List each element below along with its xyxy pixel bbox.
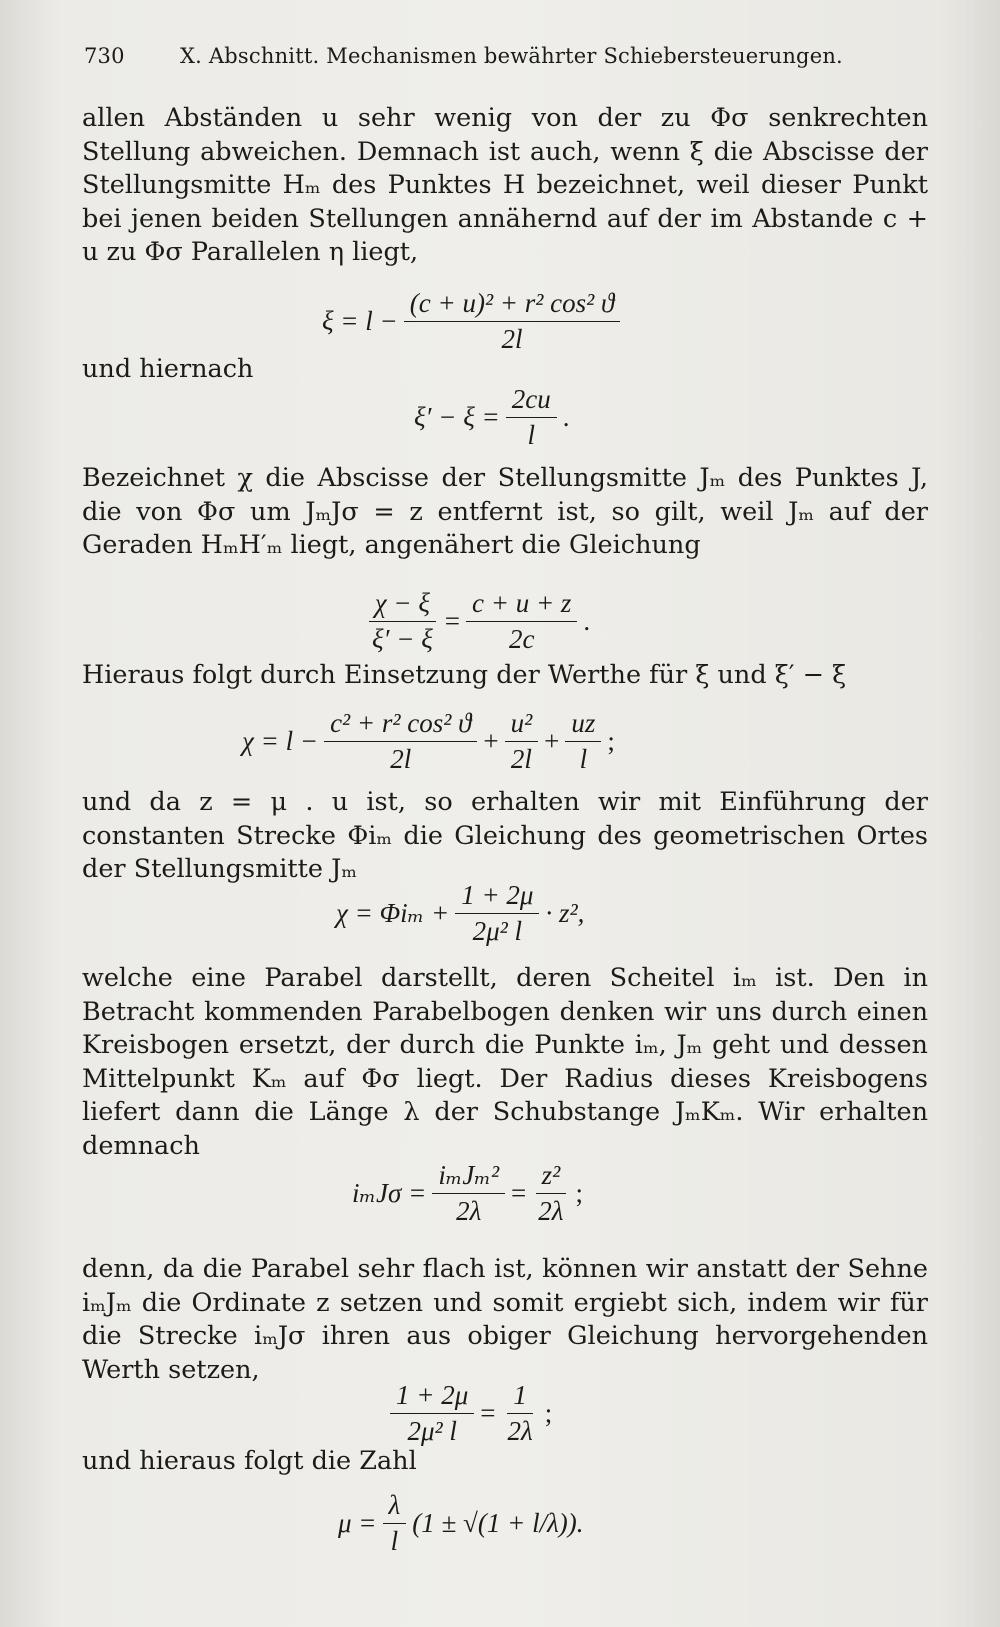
eq4-fraction-1 xyxy=(324,708,477,775)
eq5-lhs: χ = Φiₘ + xyxy=(336,898,450,928)
equation-chi-ratio xyxy=(360,588,590,655)
equation-radius xyxy=(384,1380,552,1447)
eq3-fraction-left xyxy=(366,588,439,655)
paragraph-4: Hieraus folgt durch Einsetzung der Werthe für ξ und ξ′ − ξ xyxy=(82,660,847,690)
eq5-fraction xyxy=(455,880,539,947)
eq8-numerator: λ xyxy=(383,1490,407,1524)
eq4-plus-1: + xyxy=(483,726,499,756)
eq1-numerator: (c + u)² + r² cos² ϑ xyxy=(404,288,620,322)
eq5-numerator: 1 + 2μ xyxy=(455,880,539,914)
paragraph-8: und hieraus folgt die Zahl xyxy=(82,1446,417,1476)
eq4-lhs: χ = l − xyxy=(242,726,319,756)
eq2-tail: . xyxy=(562,402,570,432)
eq6-lhs: iₘJσ = xyxy=(352,1178,427,1208)
eq1-denominator: 2l xyxy=(501,324,523,354)
eq3-tail: . xyxy=(583,606,591,636)
equation-chi-expanded xyxy=(242,708,615,775)
eq6-numerator-right: z² xyxy=(536,1160,567,1194)
eq4-plus-2: + xyxy=(544,726,560,756)
eq2-lhs: ξ′ − ξ = xyxy=(414,402,500,432)
equation-mu xyxy=(338,1490,584,1557)
eq6-denominator-left: 2λ xyxy=(456,1196,482,1226)
eq2-denominator: l xyxy=(527,420,535,450)
eq3-numerator-right: c + u + z xyxy=(466,588,577,622)
equation-xi xyxy=(322,288,626,355)
eq6-numerator-left: iₘJₘ² xyxy=(432,1160,505,1194)
eq3-denominator-left: ξ′ − ξ xyxy=(372,624,433,654)
paragraph-7: denn, da die Parabel sehr flach ist, können wir anstatt der Sehne iₘJₘ die Ordinate z setzen und somit ergiebt sich, indem wir für die Strecke iₘJσ ihren aus obiger Gleichung hervorgehenden Werth setzen, xyxy=(82,1254,928,1385)
eq2-numerator: 2cu xyxy=(506,384,557,418)
eq4-denominator-2: 2l xyxy=(510,744,532,774)
eq7-denominator-left: 2μ² l xyxy=(407,1416,457,1446)
eq7-tail: ; xyxy=(544,1398,553,1428)
eq7-fraction-right xyxy=(502,1380,539,1447)
eq7-denominator-right: 2λ xyxy=(507,1416,533,1446)
eq4-numerator-1: c² + r² cos² ϑ xyxy=(324,708,477,742)
eq3-fraction-right xyxy=(466,588,577,655)
running-header xyxy=(84,44,924,68)
eq7-fraction-left xyxy=(390,1380,474,1447)
eq4-denominator-1: 2l xyxy=(390,744,412,774)
eq8-denominator: l xyxy=(390,1526,399,1556)
eq4-numerator-2: u² xyxy=(505,708,539,742)
equation-chord xyxy=(352,1160,583,1227)
eq4-numerator-3: uz xyxy=(565,708,601,742)
eq6-fraction-left xyxy=(432,1160,505,1227)
eq4-tail: ; xyxy=(607,726,615,756)
paragraph-2: und hiernach xyxy=(82,354,254,384)
eq4-fraction-2 xyxy=(505,708,539,775)
eq4-denominator-3: l xyxy=(579,744,588,774)
equation-xi-diff xyxy=(414,384,569,451)
eq6-fraction-right xyxy=(532,1160,569,1227)
eq4-fraction-3 xyxy=(565,708,601,775)
page-number: 730 xyxy=(84,44,125,68)
eq6-equals: = xyxy=(511,1178,527,1208)
paragraph-5: und da z = μ . u ist, so erhalten wir mit Einführung der constanten Strecke Φiₘ die Gleichung des geometrischen Ortes der Stellungsmitte Jₘ xyxy=(82,787,928,884)
eq1-lhs: ξ = l − xyxy=(322,306,398,336)
eq6-denominator-right: 2λ xyxy=(538,1196,564,1226)
paragraph-6: welche eine Parabel darstellt, deren Scheitel iₘ ist. Den in Betracht kommenden Parabelbogen denken wir uns durch einen Kreisbogen ersetzt, der durch die Punkte iₘ, Jₘ geht und dessen Mittelpunkt Kₘ auf Φσ liegt. Der Radius dieses Kreisbogens liefert dann die Länge λ der Schubstange JₘKₘ. Wir erhalten demnach xyxy=(82,963,928,1161)
eq7-equals: = xyxy=(480,1398,496,1428)
eq1-fraction xyxy=(404,288,620,355)
eq6-tail: ; xyxy=(575,1178,583,1208)
eq3-numerator-left: χ − ξ xyxy=(369,588,436,622)
eq8-lhs: μ = xyxy=(338,1508,377,1538)
eq5-tail: · z², xyxy=(545,898,585,928)
paragraph-3: Bezeichnet χ die Abscisse der Stellungsmitte Jₘ des Punktes J, die von Φσ um JₘJσ = z entfernt ist, so gilt, weil Jₘ auf der Geraden HₘH′ₘ liegt, angenähert die Gleichung xyxy=(82,463,928,560)
eq7-numerator-left: 1 + 2μ xyxy=(390,1380,474,1414)
running-title: X. Abschnitt. Mechanismen bewährter Schiebersteuerungen. xyxy=(180,44,843,68)
eq2-fraction xyxy=(506,384,557,451)
eq3-denominator-right: 2c xyxy=(508,624,535,654)
paragraph-1: allen Abständen u sehr wenig von der zu Φσ senkrechten Stellung abweichen. Demnach ist auch, wenn ξ die Abscisse der Stellungsmitte Hₘ des Punktes H bezeichnet, weil dieser Punkt bei jenen beiden Stellungen annähernd auf der im Abstande c + u zu Φσ Parallelen η liegt, xyxy=(82,103,928,267)
eq8-fraction xyxy=(383,1490,407,1557)
eq7-numerator-right: 1 xyxy=(507,1380,533,1414)
equation-parabola xyxy=(336,880,584,947)
eq5-denominator: 2μ² l xyxy=(472,916,523,946)
eq8-rest: (1 ± √(1 + l/λ)). xyxy=(412,1508,584,1538)
eq3-equals: = xyxy=(444,606,460,636)
